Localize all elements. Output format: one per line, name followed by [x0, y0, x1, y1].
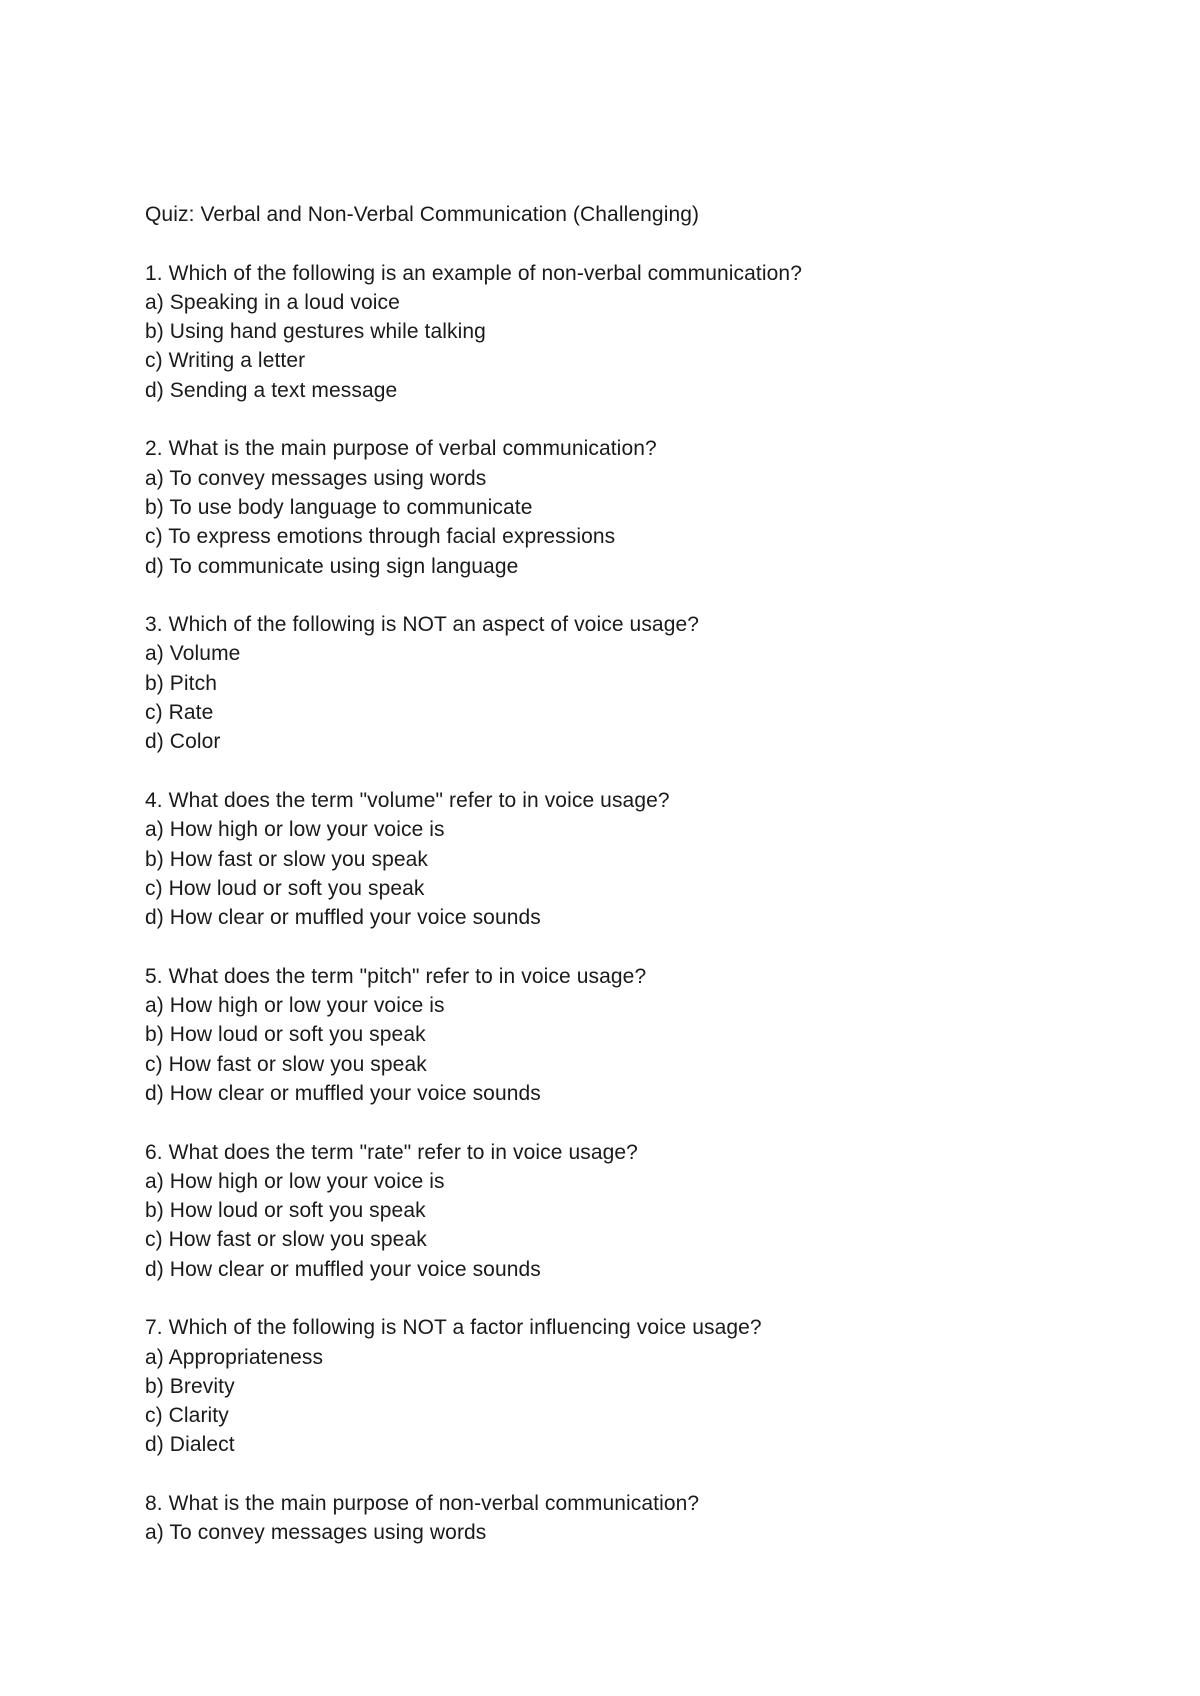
question-2-option-c: c) To express emotions through facial expressions [145, 525, 616, 549]
question-6-option-a: a) How high or low your voice is [145, 1169, 445, 1193]
spacer [145, 1284, 1105, 1313]
question-2: 2. What is the main purpose of verbal communication? [145, 437, 657, 461]
question-4-option-d: d) How clear or muffled your voice sounds [145, 906, 541, 930]
question-1-option-c: c) Writing a letter [145, 349, 306, 373]
spacer [145, 1460, 1105, 1489]
question-6-option-b: b) How loud or soft you speak [145, 1199, 426, 1223]
question-2-option-b: b) To use body language to communicate [145, 495, 533, 519]
question-1-option-b: b) Using hand gestures while talking [145, 320, 486, 344]
question-5-option-a: a) How high or low your voice is [145, 994, 445, 1018]
question-4-option-a: a) How high or low your voice is [145, 818, 445, 842]
question-7: 7. Which of the following is NOT a factor influencing voice usage? [145, 1316, 762, 1340]
question-4: 4. What does the term "volume" refer to in voice usage? [145, 788, 670, 812]
spacer [145, 581, 1105, 610]
question-5-option-c: c) How fast or slow you speak [145, 1052, 427, 1076]
question-5-option-b: b) How loud or soft you speak [145, 1023, 426, 1047]
spacer [145, 405, 1105, 434]
spacer [145, 932, 1105, 961]
question-6: 6. What does the term "rate" refer to in voice usage? [145, 1140, 638, 1164]
question-7-option-b: b) Brevity [145, 1374, 235, 1398]
question-1-option-d: d) Sending a text message [145, 378, 398, 402]
question-7-option-a: a) Appropriateness [145, 1345, 324, 1369]
question-2-option-d: d) To communicate using sign language [145, 554, 519, 578]
question-2-option-a: a) To convey messages using words [145, 466, 487, 490]
question-3: 3. Which of the following is NOT an aspect of voice usage? [145, 613, 700, 637]
question-8-option-a: a) To convey messages using words [145, 1521, 487, 1545]
question-6-option-c: c) How fast or slow you speak [145, 1228, 427, 1252]
question-3-option-a: a) Volume [145, 642, 241, 666]
question-7-option-d: d) Dialect [145, 1433, 235, 1457]
question-6-option-d: d) How clear or muffled your voice sounds [145, 1257, 541, 1281]
question-3-option-c: c) Rate [145, 701, 214, 725]
question-7-option-c: c) Clarity [145, 1404, 229, 1428]
question-5-option-d: d) How clear or muffled your voice sounds [145, 1081, 541, 1105]
question-8: 8. What is the main purpose of non-verbal communication? [145, 1492, 700, 1516]
question-1: 1. Which of the following is an example of non-verbal communication? [145, 261, 802, 285]
document-body [145, 200, 1105, 1548]
question-1-option-a: a) Speaking in a loud voice [145, 290, 400, 314]
quiz-title: Quiz: Verbal and Non-Verbal Communication (Challenging) [145, 203, 700, 226]
question-4-option-c: c) How loud or soft you speak [145, 876, 425, 900]
spacer [145, 1108, 1105, 1137]
question-5: 5. What does the term "pitch" refer to in voice usage? [145, 964, 647, 988]
question-4-option-b: b) How fast or slow you speak [145, 847, 429, 871]
spacer [145, 229, 1105, 258]
spacer [145, 757, 1105, 786]
question-3-option-d: d) Color [145, 730, 221, 754]
question-3-option-b: b) Pitch [145, 671, 217, 695]
